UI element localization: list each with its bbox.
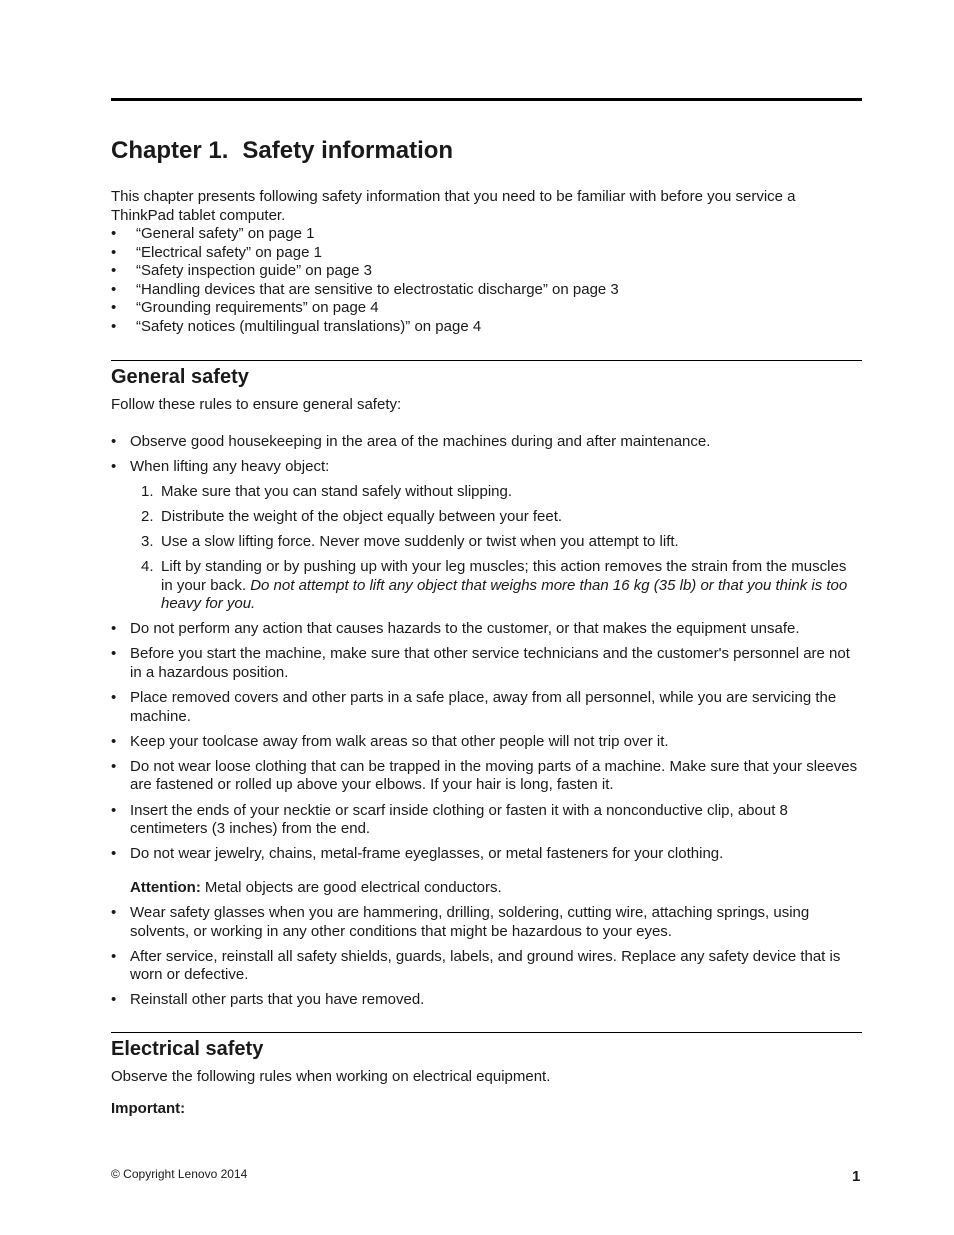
step-item [130, 483, 862, 502]
toc-item-safety-inspection[interactable]: • “Safety inspection guide” on page 3 [111, 262, 862, 281]
toc-item-electrical-safety[interactable]: • “Electrical safety” on page 1 [111, 244, 862, 263]
electrical-safety-lead: Observe the following rules when working on electrical equipment. [111, 1067, 551, 1085]
step-number: 1. [141, 482, 154, 500]
electrical-safety-heading: Electrical safety [111, 1037, 264, 1060]
general-safety-list-continued [111, 904, 862, 1010]
chapter-toc [111, 225, 862, 337]
toc-item-safety-notices[interactable]: • “Safety notices (multilingual translations)” on page 4 [111, 318, 862, 337]
attention-label: Attention: [130, 878, 201, 896]
list-item: • Observe good housekeeping in the area of the machines during and after maintenance. [111, 433, 862, 452]
electrical-safety-rule [111, 1032, 862, 1033]
list-item: • Place removed covers and other parts in a safe place, away from all personnel, while you are servicing the machine. [111, 689, 862, 726]
step-emphasis: Do not attempt to lift any object that weighs more than 16 kg (35 lb) or that you think is too heavy for you. [161, 576, 848, 613]
step-item [130, 533, 862, 552]
step-text: Lift by standing or by pushing up with your leg muscles; this action removes the strain from the muscles in your back. [161, 558, 847, 594]
list-item [111, 458, 862, 614]
list-item: • After service, reinstall all safety shields, guards, labels, and ground wires. Replace any safety device that is worn or defective. [111, 948, 862, 985]
step-number: 2. [141, 507, 154, 525]
chapter-heading [111, 136, 862, 166]
toc-item-general-safety[interactable]: • “General safety” on page 1 [111, 225, 862, 244]
step-item [130, 508, 862, 527]
lifting-steps [130, 483, 862, 614]
list-item: • Keep your toolcase away from walk areas so that other people will not trip over it. [111, 733, 862, 752]
attention-text: Metal objects are good electrical conductors. [204, 878, 502, 896]
toc-item-esd-handling[interactable]: • “Handling devices that are sensitive to electrostatic discharge” on page 3 [111, 281, 862, 300]
list-item: • Insert the ends of your necktie or scarf inside clothing or fasten it with a nonconductive clip, about 8 centimeters (3 inches) from the end. [111, 802, 862, 839]
chapter-number: Chapter 1. [111, 137, 229, 164]
chapter-intro: This chapter presents following safety information that you need to be familiar with before you service a ThinkPad tablet computer. [111, 188, 796, 224]
attention-note [130, 879, 862, 898]
list-item: • Wear safety glasses when you are hammering, drilling, soldering, cutting wire, attaching springs, using solvents, or working in any other conditions that might be hazardous to your eyes. [111, 904, 862, 941]
toc-item-grounding[interactable]: • “Grounding requirements” on page 4 [111, 299, 862, 318]
important-label: Important: [111, 1099, 186, 1117]
step-number: 3. [141, 532, 154, 550]
step-item [130, 558, 862, 614]
step-text: Distribute the weight of the object equally between your feet. [161, 507, 563, 525]
chapter-title: Safety information [242, 137, 454, 164]
list-item: • Do not wear jewelry, chains, metal-frame eyeglasses, or metal fasteners for your clothing. [111, 845, 862, 864]
chapter-top-rule [111, 98, 862, 101]
general-safety-rule [111, 360, 862, 361]
list-item: • Reinstall other parts that you have removed. [111, 991, 862, 1010]
step-text: Make sure that you can stand safely without slipping. [161, 482, 513, 500]
list-item: • Before you start the machine, make sure that other service technicians and the customer's personnel are not in a hazardous position. [111, 645, 862, 682]
general-safety-list [111, 433, 862, 864]
page-number: 1 [852, 1168, 861, 1185]
general-safety-heading: General safety [111, 365, 249, 388]
document-page [111, 98, 862, 1117]
list-item: • Do not perform any action that causes hazards to the customer, or that makes the equipment unsafe. [111, 620, 862, 639]
list-item-text: When lifting any heavy object: [130, 457, 330, 475]
list-item: • Do not wear loose clothing that can be trapped in the moving parts of a machine. Make sure that your sleeves are fastened or rolled up above your elbows. If your hair is long, fasten it. [111, 758, 862, 795]
step-text: Use a slow lifting force. Never move suddenly or twist when you attempt to lift. [161, 532, 679, 550]
footer-copyright: © Copyright Lenovo 2014 [111, 1167, 248, 1181]
general-safety-lead: Follow these rules to ensure general safety: [111, 395, 402, 413]
step-number: 4. [141, 558, 154, 576]
